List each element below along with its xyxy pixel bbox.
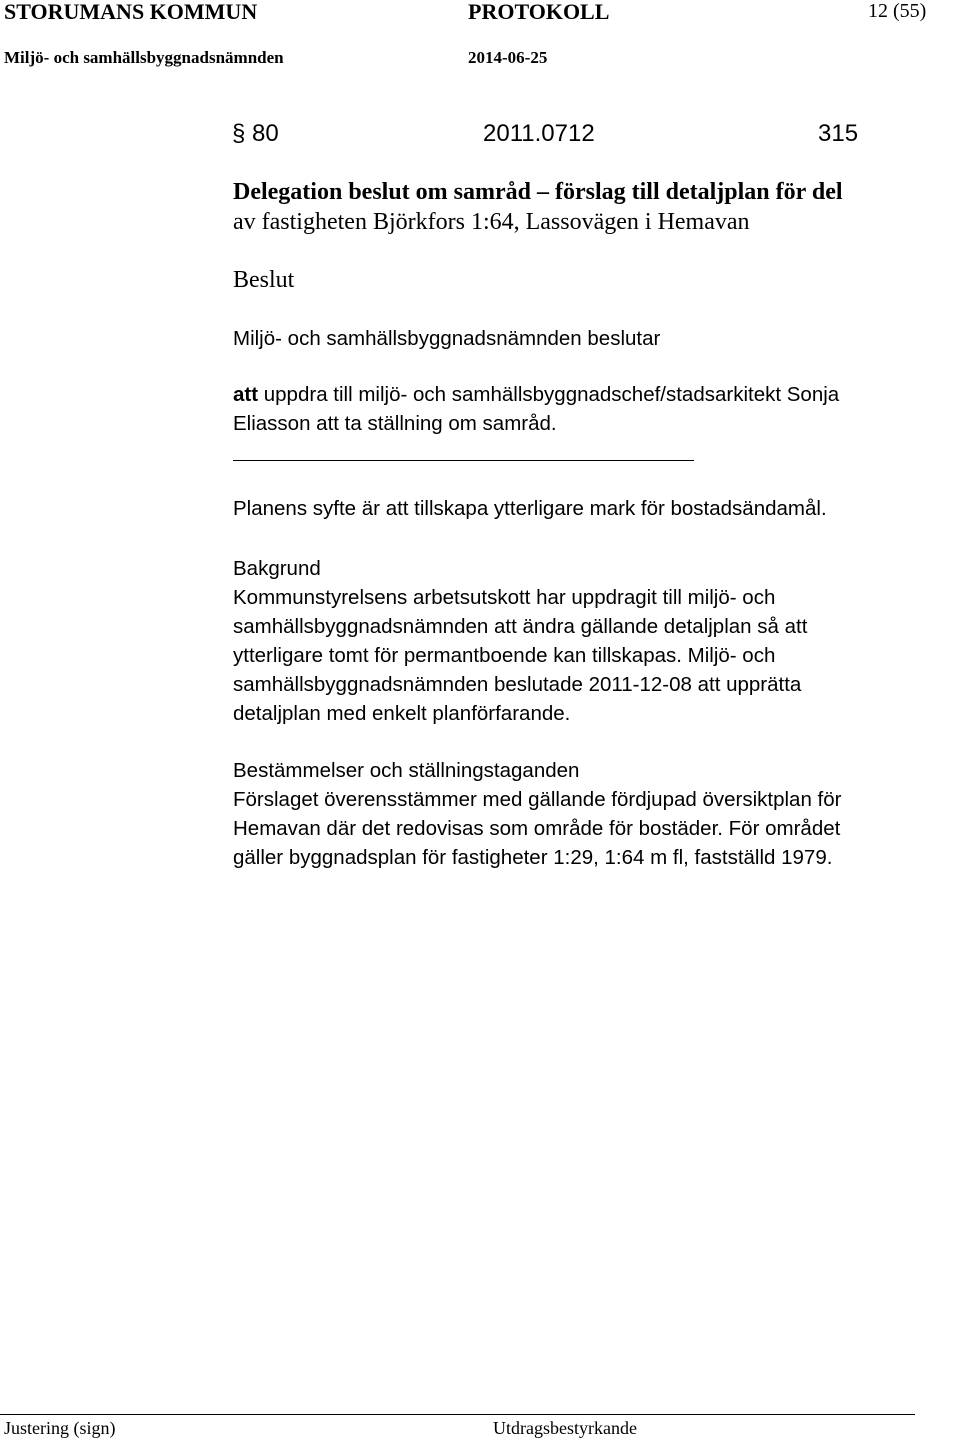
background-line: Kommunstyrelsens arbetsutskott har uppdragit till miljö- och [233, 586, 776, 609]
reference-number: 315 [818, 120, 859, 147]
case-number: 2011.0712 [483, 120, 595, 147]
decision-text-line-1-rest: uppdra till miljö- och samhällsbyggnadschef/stadsarkitekt Sonja [258, 383, 840, 406]
page-number: 12 (55) [868, 0, 927, 22]
background-line: detaljplan med enkelt planförfarande. [233, 702, 571, 725]
meeting-date: 2014-06-25 [468, 48, 548, 67]
case-title-line-2: av fastigheten Björkfors 1:64, Lassovägen i Hemavan [233, 209, 750, 235]
footer-rule [0, 1414, 915, 1415]
case-title-line-1: Delegation beslut om samråd – förslag till detaljplan för del [233, 179, 843, 205]
plan-purpose: Planens syfte är att tillskapa ytterligare mark för bostadsändamål. [233, 497, 827, 520]
separator-rule [233, 460, 694, 461]
provisions-line: Hemavan där det redovisas som område för bostäder. För området [233, 817, 841, 840]
background-heading: Bakgrund [233, 557, 321, 580]
provisions-line: Förslaget överensstämmer med gällande fördjupad översiktplan för [233, 788, 842, 811]
background-line: samhällsbyggnadsnämnden beslutade 2011-12-08 att upprätta [233, 673, 802, 696]
document-type: PROTOKOLL [468, 0, 610, 24]
committee-name: Miljö- och samhällsbyggnadsnämnden [4, 48, 284, 67]
decision-heading: Beslut [233, 267, 295, 293]
decision-text-line-2: Eliasson att ta ställning om samråd. [233, 412, 557, 435]
provisions-heading: Bestämmelser och ställningstaganden [233, 759, 580, 782]
att-keyword: att [233, 383, 259, 406]
municipality-name: STORUMANS KOMMUN [4, 0, 258, 24]
background-line: ytterligare tomt för permantboende kan tillskapas. Miljö- och [233, 644, 776, 667]
decision-intro: Miljö- och samhällsbyggnadsnämnden beslutar [233, 327, 661, 350]
paragraph-number: 80 [252, 120, 279, 147]
utdragsbestyrkande-label: Utdragsbestyrkande [493, 1418, 637, 1438]
provisions-line: gäller byggnadsplan för fastigheter 1:29, 1:64 m fl, fastställd 1979. [233, 846, 833, 869]
decision-text-line-1 [233, 383, 839, 407]
background-line: samhällsbyggnadsnämnden att ändra gällande detaljplan så att [233, 615, 808, 638]
justering-label: Justering (sign) [4, 1418, 116, 1438]
paragraph-symbol: § [232, 120, 246, 147]
